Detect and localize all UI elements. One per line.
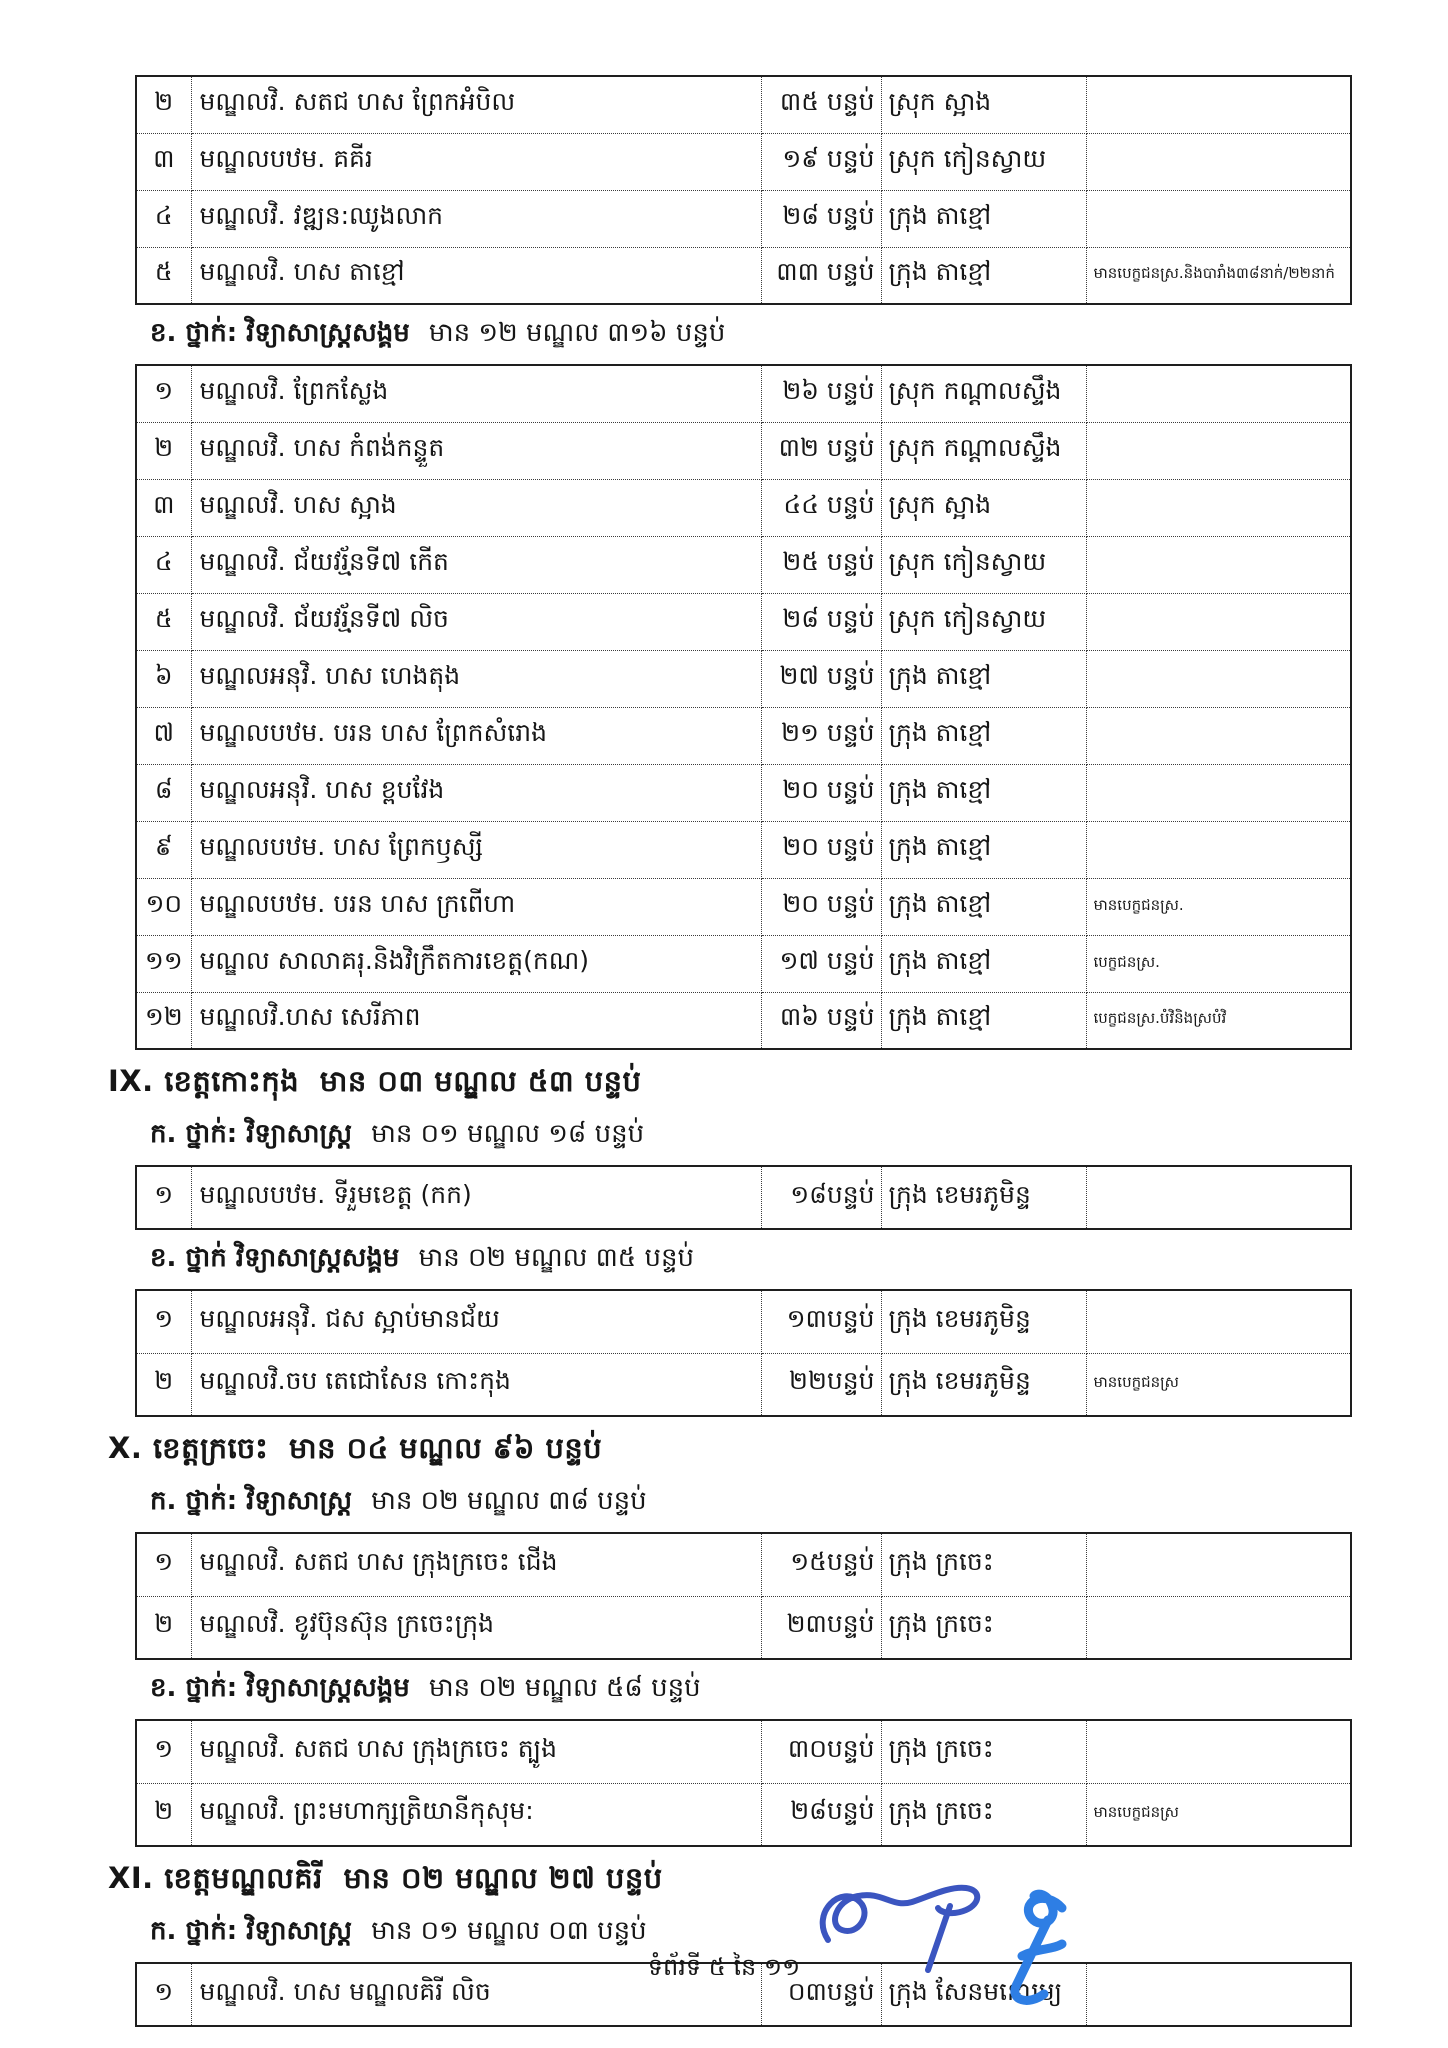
remark xyxy=(1086,1166,1351,1229)
table-row xyxy=(136,422,1351,479)
row-number: ៦ xyxy=(136,650,191,707)
center-name: មណ្ឌលវិ. ព្រះមហាក្សត្រិយានីកុសុម: xyxy=(191,1783,761,1846)
location: ស្រុក កណ្តាលស្ទឹង xyxy=(881,422,1086,479)
location: ក្រុង តាខ្មៅ xyxy=(881,992,1086,1049)
location: ក្រុង តាខ្មៅ xyxy=(881,764,1086,821)
location: ក្រុង តាខ្មៅ xyxy=(881,190,1086,247)
center-name: មណ្ឌលវិ. សតជ ហស ព្រែកអំបិល xyxy=(191,76,761,133)
table-row xyxy=(136,878,1351,935)
subheader-koh-kong-science xyxy=(150,1117,1448,1155)
remark xyxy=(1086,479,1351,536)
page-number-footer: ទំព័រទី ៥ នៃ ១១ xyxy=(647,1953,801,1981)
center-name: មណ្ឌលបឋម. ហស ព្រែកឫស្សី xyxy=(191,821,761,878)
row-number: ២ xyxy=(136,76,191,133)
remark xyxy=(1086,190,1351,247)
table-row xyxy=(136,821,1351,878)
center-name: មណ្ឌលវិ. ជ័យវរ្ម័នទី៧ កើត xyxy=(191,536,761,593)
location: ស្រុក ស្អាង xyxy=(881,76,1086,133)
rooms-count: ២៦ បន្ទប់ xyxy=(761,365,881,422)
row-number: ១០ xyxy=(136,878,191,935)
rooms-count: ០៣បន្ទប់ xyxy=(761,1963,881,2026)
location: ក្រុង តាខ្មៅ xyxy=(881,821,1086,878)
center-name: មណ្ឌលវិ. ខូវប៊ុនស៊ុន ក្រចេះក្រុង xyxy=(191,1596,761,1659)
rooms-count: ២០ បន្ទប់ xyxy=(761,821,881,878)
center-name: មណ្ឌលបឋម. បរន ហស ក្រពើហា xyxy=(191,878,761,935)
table-row xyxy=(136,707,1351,764)
center-name: មណ្ឌលវិ.ចប តេជោសែន កោះកុង xyxy=(191,1353,761,1416)
row-number: ១ xyxy=(136,1290,191,1353)
kratie-science-table xyxy=(135,1532,1352,1660)
subheader-label: ខ. ថ្នាក់: វិទ្យាសាស្ត្រសង្គម xyxy=(150,1673,410,1703)
row-number: ៩ xyxy=(136,821,191,878)
location: ក្រុង សែនមនោរម្យ xyxy=(881,1963,1086,2026)
rooms-count: ៣២ បន្ទប់ xyxy=(761,422,881,479)
location: ក្រុង ក្រចេះ xyxy=(881,1783,1086,1846)
location: ក្រុង ខេមរភូមិន្ទ xyxy=(881,1166,1086,1229)
subheader-detail: មាន ០២ មណ្ឌល ៣៨ បន្ទប់ xyxy=(371,1486,647,1516)
subheader-kratie-science xyxy=(150,1484,1448,1522)
rooms-count: ២០ បន្ទប់ xyxy=(761,878,881,935)
center-name: មណ្ឌលវិ. ហស មណ្ឌលគិរី លិច xyxy=(191,1963,761,2026)
table-row xyxy=(136,190,1351,247)
location: ស្រុក កៀនស្វាយ xyxy=(881,133,1086,190)
table-row xyxy=(136,992,1351,1049)
table-row xyxy=(136,479,1351,536)
section-label: X. ខេត្តក្រចេះ xyxy=(108,1431,269,1465)
rooms-count: ៣៣ បន្ទប់ xyxy=(761,247,881,304)
kandal-continued-table xyxy=(135,75,1352,305)
rooms-count: ២៨បន្ទប់ xyxy=(761,1783,881,1846)
row-number: ២ xyxy=(136,1783,191,1846)
table-row xyxy=(136,1533,1351,1596)
kratie-social-table xyxy=(135,1719,1352,1847)
rooms-count: ១៧ បន្ទប់ xyxy=(761,935,881,992)
remark: មានបេក្ខជនស្រ xyxy=(1086,1783,1351,1846)
center-name: មណ្ឌលវិ. សតជ ហស ក្រុងក្រចេះ ត្បូង xyxy=(191,1720,761,1783)
signature xyxy=(800,1878,1170,2018)
kandal-social-table xyxy=(135,364,1352,1050)
table-row xyxy=(136,1290,1351,1353)
center-name: មណ្ឌលវិ. ហស ស្អាង xyxy=(191,479,761,536)
row-number: ៧ xyxy=(136,707,191,764)
remark xyxy=(1086,536,1351,593)
row-number: ១ xyxy=(136,1720,191,1783)
location: ក្រុង តាខ្មៅ xyxy=(881,650,1086,707)
center-name: មណ្ឌលវិ. ហស តាខ្មៅ xyxy=(191,247,761,304)
row-number: ២ xyxy=(136,1353,191,1416)
center-name: មណ្ឌលអនុវិ. ហស ហេងតុង xyxy=(191,650,761,707)
center-name: មណ្ឌលបឋម. បរន ហស ព្រែកសំរោង xyxy=(191,707,761,764)
center-name: មណ្ឌល សាលាគរុ.និងវិក្រឹតការខេត្ត(កណ) xyxy=(191,935,761,992)
remark xyxy=(1086,133,1351,190)
remark xyxy=(1086,1720,1351,1783)
row-number: ១ xyxy=(136,365,191,422)
row-number: ២ xyxy=(136,422,191,479)
table-row xyxy=(136,365,1351,422)
rooms-count: ២៨ បន្ទប់ xyxy=(761,593,881,650)
center-name: មណ្ឌលអនុវិ. ហស ខ្ពបវែង xyxy=(191,764,761,821)
center-name: មណ្ឌលបឋម. គគីរ xyxy=(191,133,761,190)
rooms-count: ២៣បន្ទប់ xyxy=(761,1596,881,1659)
rooms-count: ២៥ បន្ទប់ xyxy=(761,536,881,593)
section-detail: មាន ០២ មណ្ឌល ២៧ បន្ទប់ xyxy=(343,1861,663,1895)
row-number: ៣ xyxy=(136,133,191,190)
location: ក្រុង តាខ្មៅ xyxy=(881,707,1086,764)
location: ស្រុក ស្អាង xyxy=(881,479,1086,536)
center-name: មណ្ឌលវិ. ជ័យវរ្ម័នទី៧ លិច xyxy=(191,593,761,650)
table-row xyxy=(136,593,1351,650)
location: ក្រុង តាខ្មៅ xyxy=(881,878,1086,935)
remark: មានបេក្ខជនស្រ xyxy=(1086,1353,1351,1416)
remark xyxy=(1086,821,1351,878)
subheader-label: ក. ថ្នាក់: វិទ្យាសាស្ត្រ xyxy=(150,1119,353,1149)
location: ក្រុង ក្រចេះ xyxy=(881,1720,1086,1783)
rooms-count: ២៨ បន្ទប់ xyxy=(761,190,881,247)
row-number: ៥ xyxy=(136,593,191,650)
subheader-detail: មាន ០១ មណ្ឌល ០៣ បន្ទប់ xyxy=(371,1916,647,1946)
table-row xyxy=(136,1720,1351,1783)
section-detail: មាន ០៣ មណ្ឌល ៥៣ បន្ទប់ xyxy=(319,1064,642,1098)
subheader-detail: មាន ០១ មណ្ឌល ១៨ បន្ទប់ xyxy=(371,1119,645,1149)
remark xyxy=(1086,707,1351,764)
table-row xyxy=(136,76,1351,133)
table-row xyxy=(136,133,1351,190)
table-row xyxy=(136,1596,1351,1659)
subheader-mondulkiri-science xyxy=(150,1914,1448,1952)
rooms-count: ១៨បន្ទប់ xyxy=(761,1166,881,1229)
location: ស្រុក កណ្តាលស្ទឹង xyxy=(881,365,1086,422)
remark: បេក្ខជនស្រ. xyxy=(1086,935,1351,992)
center-name: មណ្ឌលវិ. សតជ ហស ក្រុងក្រចេះ ជើង xyxy=(191,1533,761,1596)
location: ស្រុក កៀនស្វាយ xyxy=(881,593,1086,650)
rooms-count: ២១ បន្ទប់ xyxy=(761,707,881,764)
subheader-koh-kong-social xyxy=(150,1241,1448,1279)
row-number: ៤ xyxy=(136,536,191,593)
remark xyxy=(1086,365,1351,422)
table-row xyxy=(136,650,1351,707)
section-header-koh-kong xyxy=(108,1064,1448,1106)
row-number: ៣ xyxy=(136,479,191,536)
subheader-detail: មាន ០២ មណ្ឌល ៣៥ បន្ទប់ xyxy=(418,1243,694,1273)
row-number: ១ xyxy=(136,1166,191,1229)
center-name: មណ្ឌលវិ. វឌ្ឍន:ឈូងលាក xyxy=(191,190,761,247)
row-number: ៥ xyxy=(136,247,191,304)
remark xyxy=(1086,1533,1351,1596)
row-number: ២ xyxy=(136,1596,191,1659)
table-row xyxy=(136,935,1351,992)
subheader-label: ខ. ថ្នាក់: វិទ្យាសាស្ត្រសង្គម xyxy=(150,318,410,348)
section-detail: មាន ០៤ មណ្ឌល ៩៦ បន្ទប់ xyxy=(289,1431,603,1465)
rooms-count: ២០ បន្ទប់ xyxy=(761,764,881,821)
location: ក្រុង ខេមរភូមិន្ទ xyxy=(881,1353,1086,1416)
location: ក្រុង តាខ្មៅ xyxy=(881,247,1086,304)
rooms-count: ៣៥ បន្ទប់ xyxy=(761,76,881,133)
subheader-detail: មាន ១២ មណ្ឌល ៣១៦ បន្ទប់ xyxy=(428,318,726,348)
remark: មានបេក្ខជនស្រ. xyxy=(1086,878,1351,935)
table-row xyxy=(136,1353,1351,1416)
section-label: XI. ខេត្តមណ្ឌលគិរី xyxy=(108,1861,323,1895)
rooms-count: ៤៤ បន្ទប់ xyxy=(761,479,881,536)
center-name: មណ្ឌលវិ. ហស កំពង់កន្ទួត xyxy=(191,422,761,479)
rooms-count: ៣០បន្ទប់ xyxy=(761,1720,881,1783)
remark xyxy=(1086,76,1351,133)
subheader-kratie-social xyxy=(150,1671,1448,1709)
remark xyxy=(1086,764,1351,821)
location: ស្រុក កៀនស្វាយ xyxy=(881,536,1086,593)
rooms-count: ៣៦ បន្ទប់ xyxy=(761,992,881,1049)
subheader-label: ខ. ថ្នាក់ វិទ្យាសាស្ត្រសង្គម xyxy=(150,1243,400,1273)
center-name: មណ្ឌលវិ.ហស សេរីភាព xyxy=(191,992,761,1049)
table-row xyxy=(136,536,1351,593)
rooms-count: ១៣បន្ទប់ xyxy=(761,1290,881,1353)
remark xyxy=(1086,593,1351,650)
koh-kong-science-table xyxy=(135,1165,1352,1230)
location: ក្រុង តាខ្មៅ xyxy=(881,935,1086,992)
rooms-count: ១៩ បន្ទប់ xyxy=(761,133,881,190)
center-name: មណ្ឌលអនុវិ. ជស ស្អាប់មានជ័យ xyxy=(191,1290,761,1353)
row-number: ១២ xyxy=(136,992,191,1049)
row-number: ១១ xyxy=(136,935,191,992)
table-row xyxy=(136,1783,1351,1846)
koh-kong-social-table xyxy=(135,1289,1352,1417)
row-number: ៨ xyxy=(136,764,191,821)
rooms-count: ២២បន្ទប់ xyxy=(761,1353,881,1416)
row-number: ៤ xyxy=(136,190,191,247)
table-row xyxy=(136,247,1351,304)
row-number: ១ xyxy=(136,1533,191,1596)
section-header-mondulkiri xyxy=(108,1861,1448,1903)
table-row xyxy=(136,1166,1351,1229)
remark xyxy=(1086,1596,1351,1659)
center-name: មណ្ឌលវិ. ព្រែកស្លែង xyxy=(191,365,761,422)
center-name: មណ្ឌលបឋម. ទីរួមខេត្ត (កក) xyxy=(191,1166,761,1229)
rooms-count: ២៧ បន្ទប់ xyxy=(761,650,881,707)
remark xyxy=(1086,422,1351,479)
section-subheader-kandal-social xyxy=(150,316,1448,354)
location: ក្រុង ក្រចេះ xyxy=(881,1596,1086,1659)
section-header-kratie xyxy=(108,1431,1448,1473)
remark xyxy=(1086,650,1351,707)
section-label: IX. ខេត្តកោះកុង xyxy=(108,1064,300,1098)
subheader-label: ក. ថ្នាក់: វិទ្យាសាស្ត្រ xyxy=(150,1486,353,1516)
location: ក្រុង ក្រចេះ xyxy=(881,1533,1086,1596)
rooms-count: ១៥បន្ទប់ xyxy=(761,1533,881,1596)
row-number: ១ xyxy=(136,1963,191,2026)
subheader-label: ក. ថ្នាក់: វិទ្យាសាស្ត្រ xyxy=(150,1916,353,1946)
remark: មានបេក្ខជនស្រ.និងបារាំង៣៨នាក់/២២នាក់ xyxy=(1086,247,1351,304)
remark: បេក្ខជនស្រ.បំវិនិងស្របំវិ xyxy=(1086,992,1351,1049)
location: ក្រុង ខេមរភូមិន្ទ xyxy=(881,1290,1086,1353)
subheader-detail: មាន ០២ មណ្ឌល ៥៨ បន្ទប់ xyxy=(428,1673,701,1703)
table-row xyxy=(136,764,1351,821)
remark xyxy=(1086,1290,1351,1353)
